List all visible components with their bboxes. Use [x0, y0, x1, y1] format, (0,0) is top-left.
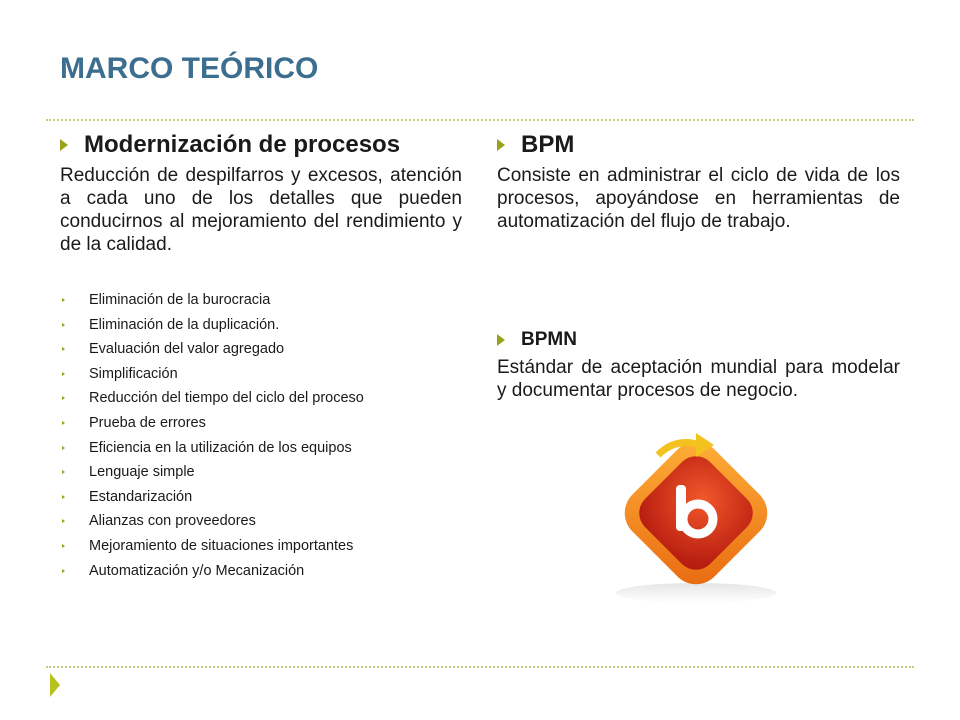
triangle-bullet-icon: [497, 139, 505, 151]
bpm-b-logo-icon: [598, 425, 790, 607]
bpmn-paragraph: Estándar de aceptación mundial para modelar y documentar procesos de negocio.: [497, 357, 900, 401]
list-item: Eliminación de la duplicación.: [60, 316, 462, 341]
list-item: Automatización y/o Mecanización: [60, 562, 462, 587]
corner-arrow-icon: [50, 673, 60, 697]
list-item: Eliminación de la burocracia: [60, 291, 462, 316]
modernizacion-list: [60, 291, 462, 586]
slide-title: MARCO TEÓRICO: [60, 52, 319, 85]
list-item: Estandarización: [60, 488, 462, 513]
top-divider: [46, 119, 914, 121]
bpm-paragraph: Consiste en administrar el ciclo de vida de los procesos, apoyándose en herramientas de automatización del flujo de trabajo.: [497, 165, 900, 232]
left-column: [60, 130, 462, 586]
list-item: Eficiencia en la utilización de los equipos: [60, 439, 462, 464]
list-item: Mejoramiento de situaciones importantes: [60, 537, 462, 562]
right-column: [497, 130, 900, 233]
bpmn-heading-text: BPMN: [521, 329, 577, 350]
modernizacion-heading: [60, 130, 462, 160]
bottom-divider: [46, 666, 914, 668]
bpmn-section: [497, 328, 900, 402]
list-item: Prueba de errores: [60, 414, 462, 439]
list-item: Simplificación: [60, 365, 462, 390]
bpm-heading: [497, 130, 900, 160]
list-item: Reducción del tiempo del ciclo del proceso: [60, 389, 462, 414]
bpmn-heading: [497, 328, 900, 352]
triangle-bullet-icon: [497, 334, 505, 346]
list-item: Alianzas con proveedores: [60, 512, 462, 537]
bpm-heading-text: BPM: [521, 131, 575, 158]
list-item: Evaluación del valor agregado: [60, 340, 462, 365]
list-item: Lenguaje simple: [60, 463, 462, 488]
modernizacion-heading-text: Modernización de procesos: [84, 131, 401, 158]
modernizacion-paragraph: Reducción de despilfarros y excesos, atención a cada uno de los detalles que pueden conducirnos al mejoramiento del rendimiento y de la calidad.: [60, 165, 462, 255]
triangle-bullet-icon: [60, 139, 68, 151]
